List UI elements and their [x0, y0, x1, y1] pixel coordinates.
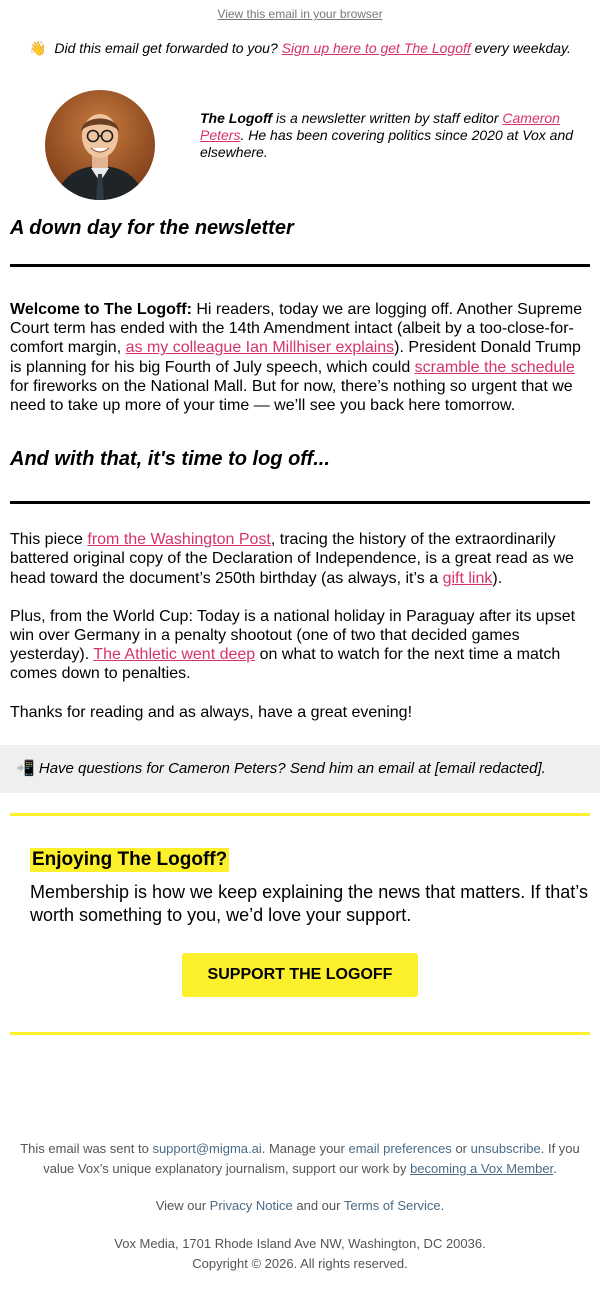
unsubscribe-link[interactable]: unsubscribe [470, 1140, 541, 1156]
waving-hand-icon: 👋 [29, 40, 47, 56]
author-bio [200, 110, 580, 161]
promo-title: Enjoying The Logoff? [32, 848, 228, 870]
terms-link[interactable]: Terms of Service [343, 1197, 441, 1213]
view-in-browser-link[interactable]: View this email in your browser [217, 7, 383, 21]
forward-notice [0, 40, 600, 60]
recipient-email-link[interactable]: support@migma.ai [152, 1140, 262, 1156]
footer-text: . Manage your [261, 1140, 345, 1156]
company-address: Vox Media, 1701 Rhode Island Ave NW, Washington, DC 20036. [114, 1235, 486, 1251]
footer-text: or [455, 1140, 467, 1156]
section-heading-1: A down day for the newsletter [10, 217, 294, 239]
gift-link[interactable]: gift link [442, 569, 493, 587]
privacy-notice-link[interactable]: Privacy Notice [209, 1197, 293, 1213]
forward-prefix: Did this email get forwarded to you? [54, 40, 278, 56]
questions-bar [0, 745, 600, 793]
promo-divider-top [10, 813, 590, 816]
author-block [0, 90, 600, 212]
welcome-lead: Welcome to The Logoff: [10, 301, 192, 318]
signup-link[interactable]: Sign up here to get The Logoff [281, 40, 471, 56]
welcome-text-3: for fireworks on the National Mall. But for now, there’s nothing so urgent that we need to take up more of your time — we’ll see you back here tomorrow. [10, 377, 573, 415]
footer-text: . If you value Vox’s unique explanatory journalism, support our work by [43, 1140, 580, 1176]
closing-paragraph-2 [0, 607, 600, 684]
author-avatar [45, 90, 155, 200]
footer-legal [0, 1139, 600, 1179]
promo-divider-bottom [10, 1032, 590, 1035]
promo-body: Membership is how we keep explaining the news that matters. If that’s worth something to you, we’d love your support. [30, 881, 588, 925]
email-preferences-link[interactable]: email preferences [348, 1140, 452, 1156]
mobile-phone-icon: 📲 [16, 759, 35, 777]
millhiser-link[interactable]: as my colleague Ian Millhiser explains [125, 339, 395, 357]
divider [10, 264, 590, 267]
closing-text: on what to watch for the next time a match comes down to penalties. [10, 646, 561, 683]
footer-text: View our [155, 1197, 207, 1213]
athletic-link[interactable]: The Athletic went deep [93, 646, 256, 664]
promo-block [0, 848, 600, 927]
schedule-link[interactable]: scramble the schedule [414, 358, 575, 376]
footer-policies [0, 1196, 600, 1216]
author-photo [45, 90, 155, 200]
footer-text: . [553, 1160, 557, 1176]
closing-text: Plus, from the World Cup: Today is a national holiday in Paraguay after its upset win over Germany in a penalty shootout (one of two that decided games yesterday). [10, 607, 576, 664]
forward-suffix: every weekday. [474, 40, 571, 56]
welcome-text-2: ). President Donald Trump is planning for his big Fourth of July speech, which could [10, 339, 581, 376]
closing-text: ). [492, 569, 503, 587]
author-link[interactable]: Cameron Peters [200, 110, 560, 143]
copyright: Copyright © 2026. All rights reserved. [192, 1255, 408, 1271]
closing-paragraph-3: Thanks for reading and as always, have a great evening! [10, 703, 413, 721]
top-bar [0, 0, 600, 24]
closing-text: , tracing the history of the extraordinarily battered original copy of the Declaration of Independence, is a great read as we head toward the document’s 250th birthday (as always, it’s a [10, 531, 574, 587]
footer-text: and our [296, 1197, 341, 1213]
vox-member-link[interactable]: becoming a Vox Member [410, 1160, 554, 1176]
questions-text: Have questions for Cameron Peters? Send him an email at [email redacted]. [38, 759, 546, 777]
author-bio-text: is a newsletter written by staff editor [275, 110, 499, 126]
welcome-paragraph [0, 300, 600, 415]
support-button[interactable]: SUPPORT THE LOGOFF [182, 953, 418, 997]
author-bio-text-end: . He has been covering politics since 2020 at Vox and elsewhere. [200, 127, 574, 160]
section-heading-2: And with that, it's time to log off... [10, 448, 330, 471]
washington-post-link[interactable]: from the Washington Post [87, 531, 271, 549]
footer-text: This email was sent to [20, 1140, 149, 1156]
welcome-text-1: Hi readers, today we are logging off. Another Supreme Court term has ended with the 14th Amendment intact (albeit by a too-close-for-comfort margin, [10, 301, 583, 357]
footer-text: . [440, 1197, 445, 1213]
closing-text: This piece [10, 531, 83, 549]
closing-paragraph-1 [0, 530, 600, 588]
divider [10, 501, 590, 504]
newsletter-name: The Logoff [200, 110, 273, 126]
footer-address [0, 1234, 600, 1274]
